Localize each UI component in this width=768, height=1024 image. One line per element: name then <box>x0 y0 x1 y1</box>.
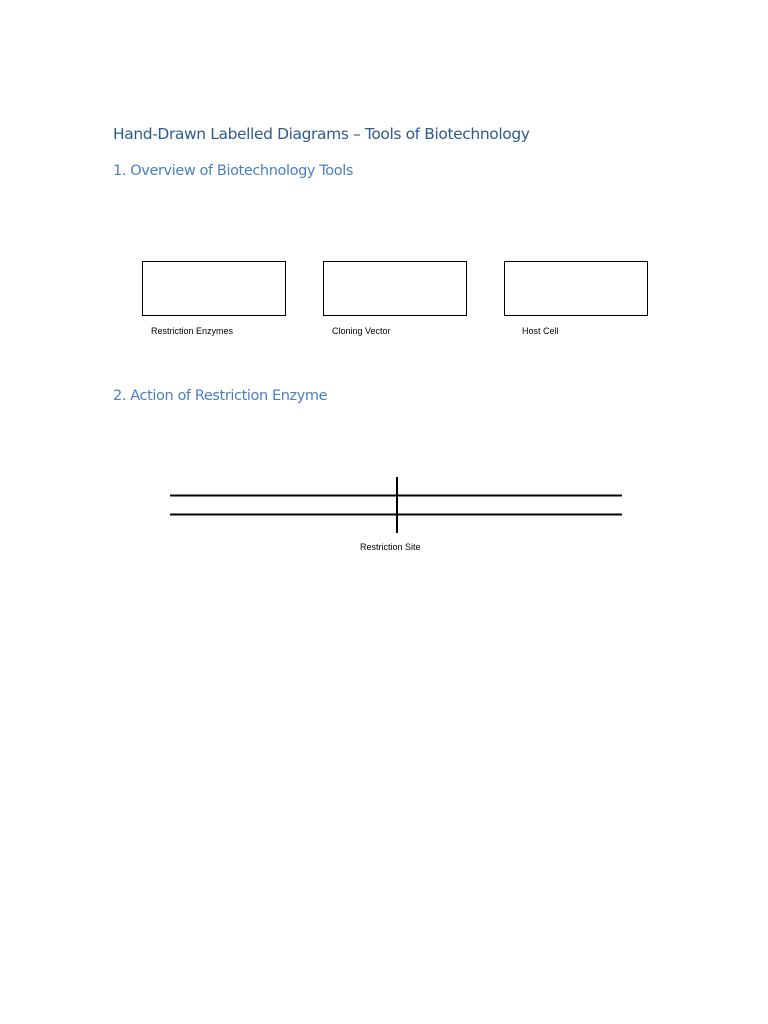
restriction-enzymes-label: Restriction Enzymes <box>151 326 234 336</box>
section-heading-restriction-action: 2. Action of Restriction Enzyme <box>113 388 328 404</box>
restriction-site-label: Restriction Site <box>360 542 421 552</box>
section-heading-overview: 1. Overview of Biotechnology Tools <box>113 163 353 179</box>
host-cell-label: Host Cell <box>522 326 559 336</box>
document-title: Hand-Drawn Labelled Diagrams – Tools of Biotechnology <box>113 125 530 143</box>
cloning-vector-label: Cloning Vector <box>332 326 391 336</box>
